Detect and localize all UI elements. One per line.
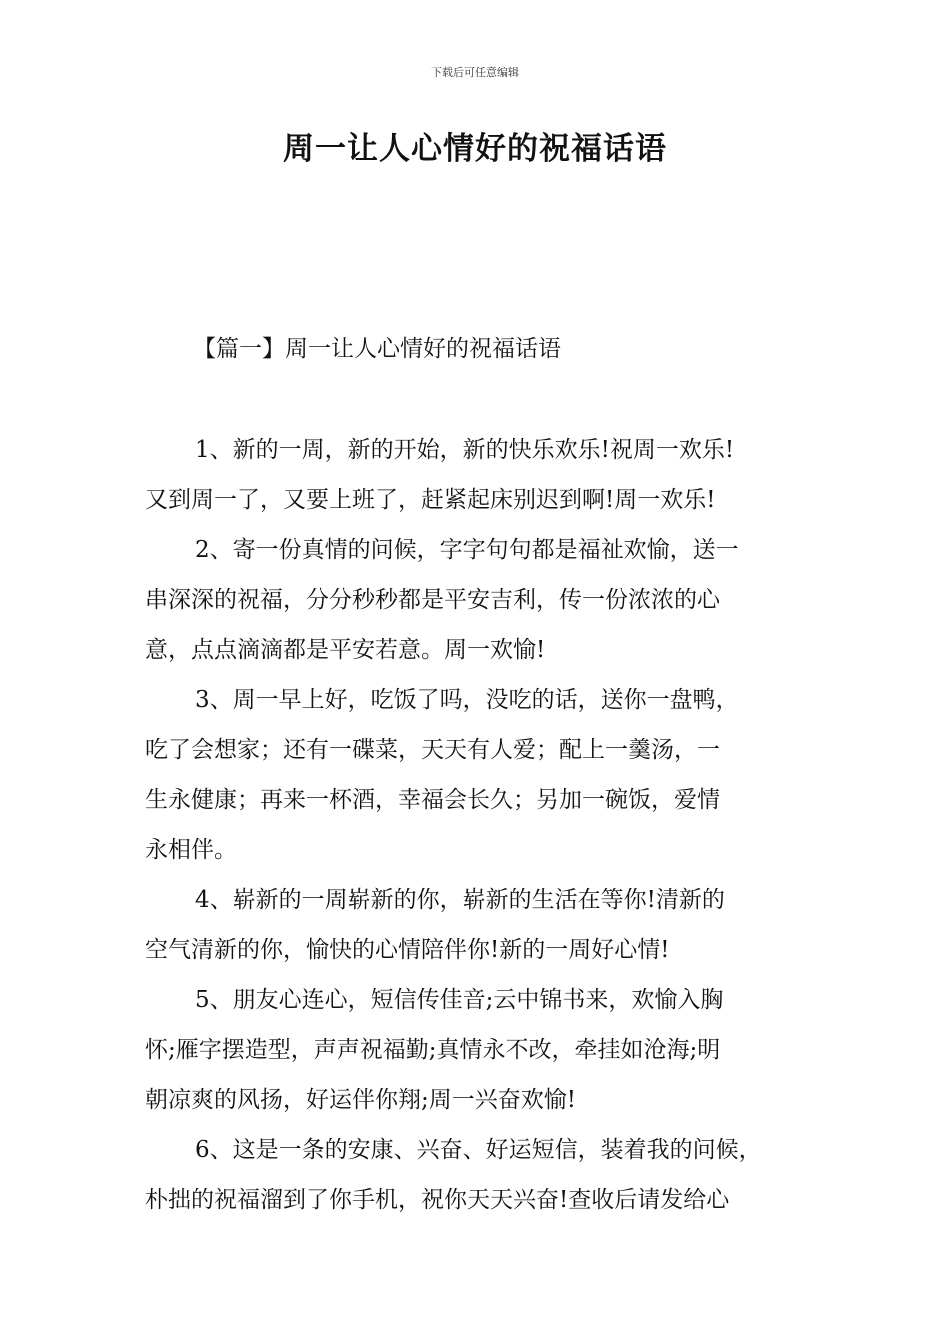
document-title: 周一让人心情好的祝福话语 <box>283 131 667 167</box>
paragraph-line: 4、崭新的一周崭新的你，崭新的生活在等你!清新的 <box>195 887 725 913</box>
paragraph-line: 3、周一早上好，吃饭了吗，没吃的话，送你一盘鸭， <box>195 687 739 713</box>
paragraph-line: 意，点点滴滴都是平安若意。周一欢愉! <box>145 637 546 663</box>
paragraph-line: 1、新的一周，新的开始，新的快乐欢乐!祝周一欢乐! <box>195 437 735 463</box>
header-note: 下载后可任意编辑 <box>431 66 519 79</box>
paragraph-line: 朴拙的祝福溜到了你手机，祝你天天兴奋!查收后请发给心 <box>145 1187 730 1213</box>
paragraph-line: 怀;雁字摆造型，声声祝福勤;真情永不改，牵挂如沧海;明 <box>145 1037 721 1063</box>
section-heading: 【篇一】周一让人心情好的祝福话语 <box>193 336 561 362</box>
paragraph-line: 朝凉爽的风扬，好运伴你翔;周一兴奋欢愉! <box>145 1087 576 1113</box>
paragraph-line: 又到周一了，又要上班了，赶紧起床别迟到啊!周一欢乐! <box>145 487 716 513</box>
body-text <box>145 425 825 1225</box>
paragraph-line: 吃了会想家；还有一碟菜，天天有人爱；配上一羹汤，一 <box>145 737 720 763</box>
paragraph-line: 永相伴。 <box>145 837 237 863</box>
paragraph-line: 2、寄一份真情的问候，字字句句都是福祉欢愉，送一 <box>195 537 739 563</box>
paragraph-line: 5、朋友心连心，短信传佳音;云中锦书来，欢愉入胸 <box>195 987 724 1013</box>
paragraph-line: 6、这是一条的安康、兴奋、好运短信，装着我的问候， <box>195 1137 762 1163</box>
paragraph-line: 生永健康；再来一杯酒，幸福会长久；另加一碗饭，爱情 <box>145 787 720 813</box>
paragraph-line: 串深深的祝福，分分秒秒都是平安吉利，传一份浓浓的心 <box>145 587 720 613</box>
paragraph-line: 空气清新的你，愉快的心情陪伴你!新的一周好心情! <box>145 937 670 963</box>
